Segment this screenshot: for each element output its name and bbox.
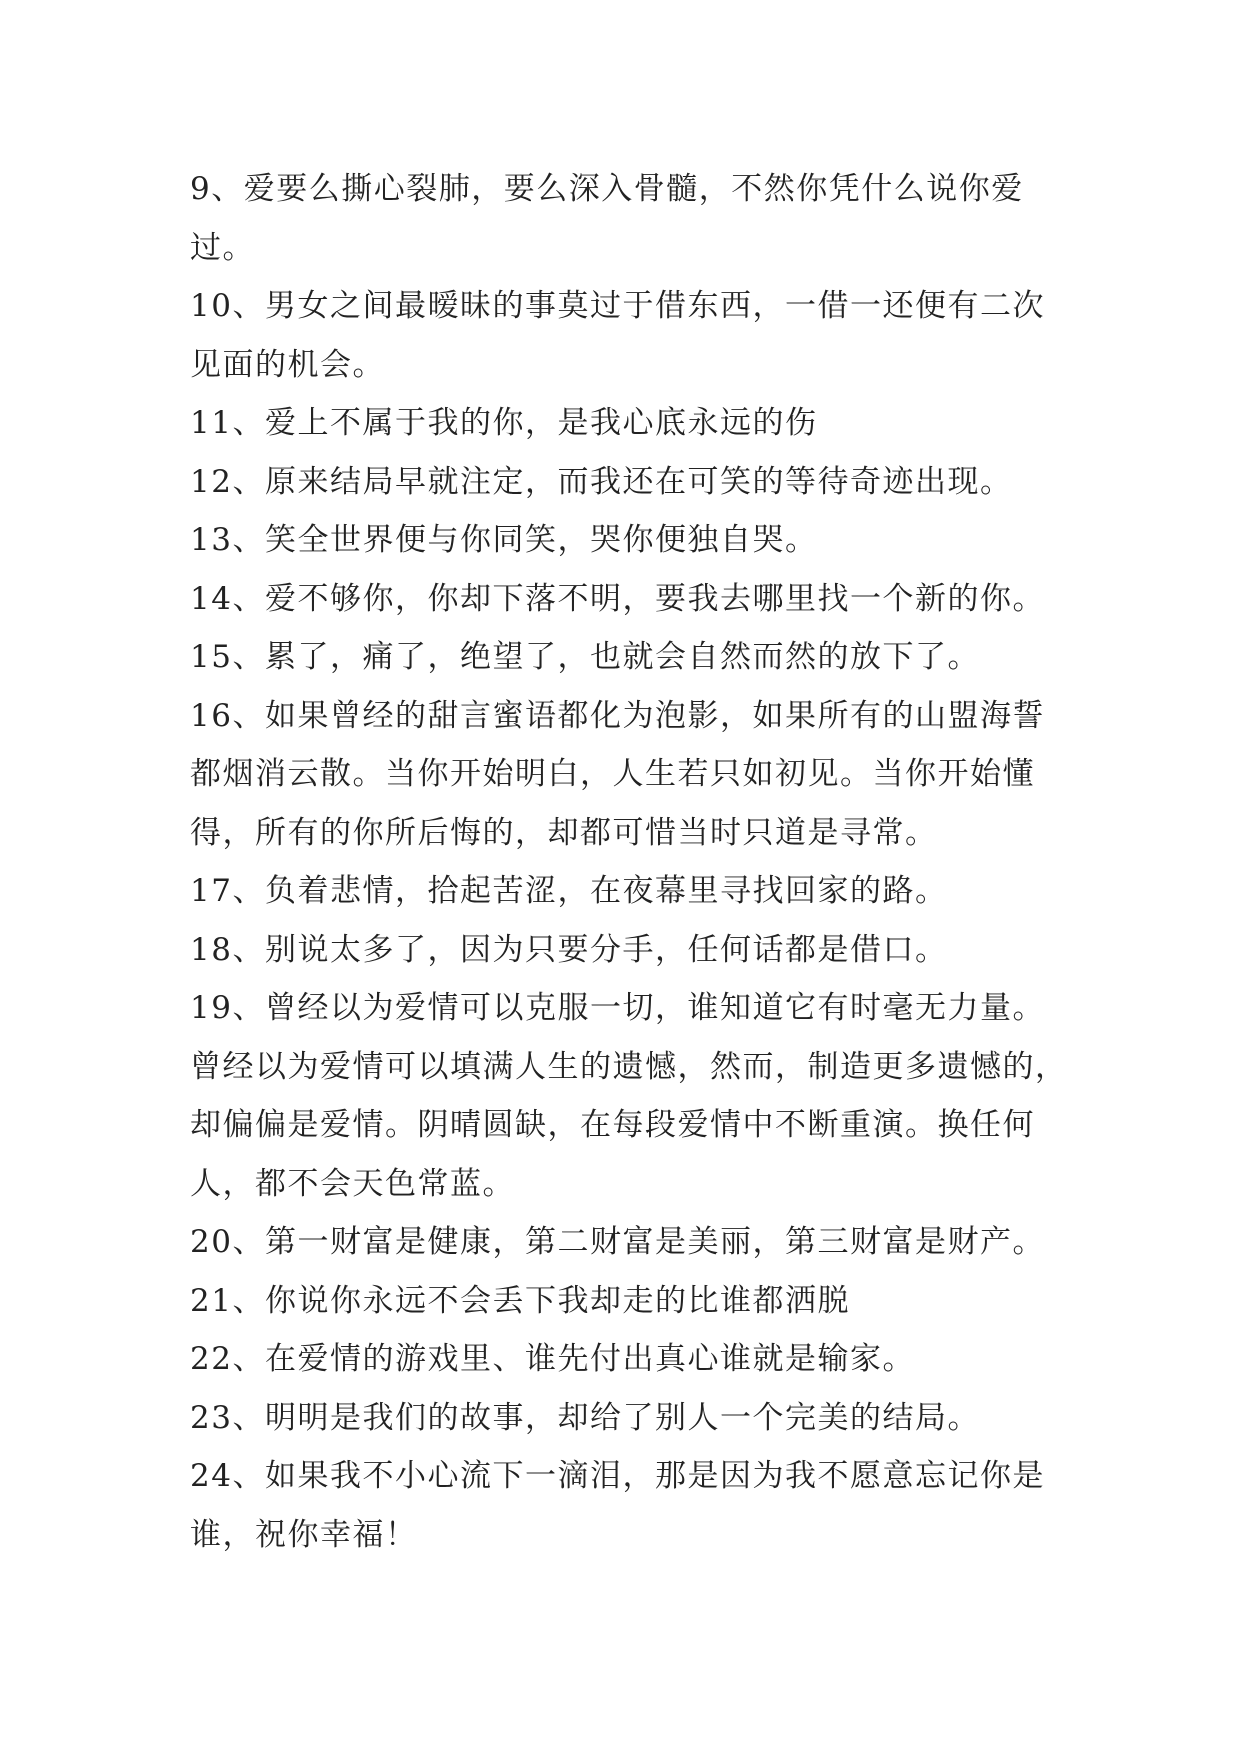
text-line: 22、在爱情的游戏里、谁先付出真心谁就是输家。	[190, 1341, 915, 1377]
text-line: 13、笑全世界便与你同笑，哭你便独自哭。	[190, 522, 818, 558]
text-line: 9、爱要么撕心裂肺，要么深入骨髓，不然你凭什么说你爱	[190, 171, 1024, 207]
text-line: 24、如果我不小心流下一滴泪，那是因为我不愿意忘记你是	[190, 1458, 1045, 1494]
text-line: 16、如果曾经的甜言蜜语都化为泡影，如果所有的山盟海誓	[190, 697, 1045, 734]
text-line: 得，所有的你所后悔的，却都可惜当时只道是寻常。	[190, 814, 938, 851]
text-line: 却偏偏是爱情。阴晴圆缺，在每段爱情中不断重演。换任何	[190, 1107, 1035, 1143]
text-line: 曾经以为爱情可以填满人生的遗憾，然而，制造更多遗憾的，	[190, 1048, 1068, 1085]
text-line: 人，都不会天色常蓝。	[190, 1165, 515, 1202]
text-line: 17、负着悲情，拾起苦涩，在夜幕里寻找回家的路。	[190, 873, 948, 909]
text-line: 谁，祝你幸福！	[190, 1516, 418, 1553]
text-line: 都烟消云散。当你开始明白，人生若只如初见。当你开始懂	[190, 756, 1035, 792]
text-line: 19、曾经以为爱情可以克服一切，谁知道它有时毫无力量。	[190, 990, 1045, 1026]
text-line: 见面的机会。	[190, 346, 385, 383]
text-line: 10、男女之间最暧昧的事莫过于借东西，一借一还便有二次	[190, 288, 1045, 324]
text-line: 15、累了，痛了，绝望了，也就会自然而然的放下了。	[190, 639, 980, 675]
text-line: 20、第一财富是健康，第二财富是美丽，第三财富是财产。	[190, 1224, 1045, 1260]
text-line: 过。	[190, 229, 255, 266]
text-line: 21、你说你永远不会丢下我却走的比谁都洒脱	[190, 1282, 850, 1319]
text-line: 12、原来结局早就注定，而我还在可笑的等待奇迹出现。	[190, 463, 1013, 500]
text-line: 23、明明是我们的故事，却给了别人一个完美的结局。	[190, 1399, 980, 1436]
text-line: 18、别说太多了，因为只要分手，任何话都是借口。	[190, 931, 948, 968]
document-body	[190, 160, 1070, 1564]
text-line: 14、爱不够你，你却下落不明，要我去哪里找一个新的你。	[190, 580, 1045, 617]
text-line: 11、爱上不属于我的你，是我心底永远的伤	[190, 405, 818, 441]
